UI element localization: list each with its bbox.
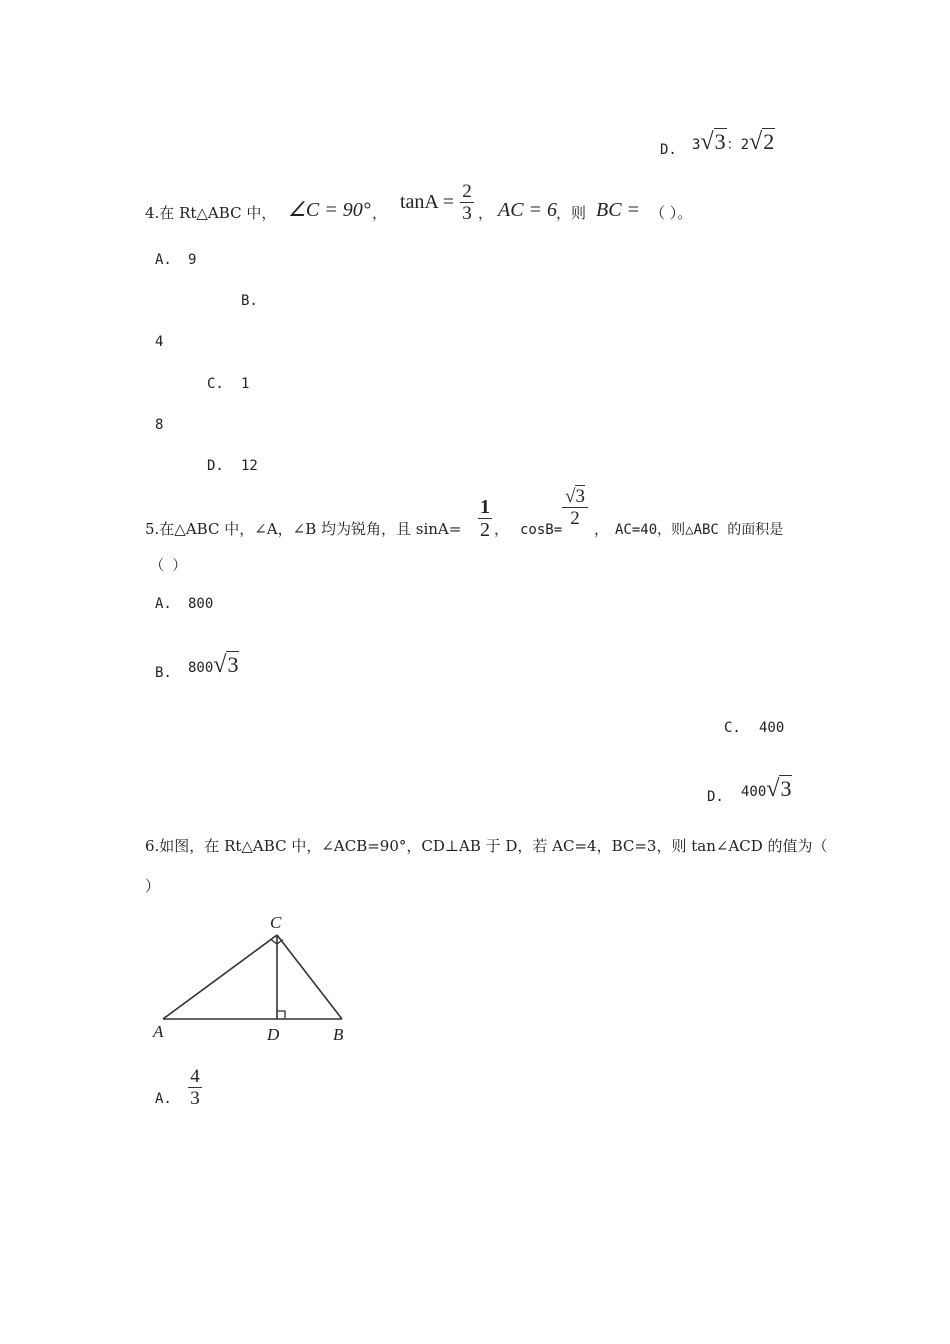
sqrt-icon: √ [565,486,576,507]
q4-option-b-label[interactable]: B. [241,293,258,309]
q3-d-coef-b: 2 [740,137,750,153]
sqrt-3-radical: √3 [700,129,726,155]
q4-separator-2: ， [478,204,494,222]
q4-option-b-fragment: 4 [155,334,164,350]
q5-tail: AC=40，则△ABC 的面积是 [615,522,784,538]
q4-option-c-label: C. [207,376,224,392]
q6-option-a-label: A. [155,1091,172,1107]
q5-separator-2: ， [594,520,610,538]
triangle-figure [150,910,360,1045]
q5-option-a-label: A. [155,596,172,612]
q4-side-condition: AC = 6 [498,199,558,221]
q4-angle-condition: ∠C = 90° [288,199,371,221]
side-cb [277,935,342,1019]
side-ac [163,935,277,1019]
q4-then: ，则 [556,204,587,222]
q4-option-c-value[interactable]: 1 [241,376,250,392]
q3-d-coef-a: 3 [692,137,701,153]
q5-answer-blank: （ ） [150,558,187,574]
q4-tan-label: tanA = [400,191,455,213]
q3-option-d-label: D. [660,142,677,158]
q5-cos-fraction: √3 2 [562,487,588,528]
q4-answer-blank: （ ）。 [650,204,693,222]
q6-option-a-value[interactable]: 4 3 [188,1067,202,1108]
q5-sin-fraction: 1 2 [480,496,490,541]
q4-ask: BC = [596,199,641,221]
q4-option-d-value[interactable]: 12 [241,458,258,474]
vertex-c-label: C [270,913,282,932]
q3-option-d-value[interactable] [692,129,775,155]
q3-d-separator: ： [726,137,741,153]
q5-option-c-label: C. [724,720,741,736]
q4-option-a-value[interactable]: 9 [188,252,197,268]
q6-question-line-1: 6.如图，在 Rt△ABC 中，∠ACB=90°，CD⊥AB 于 D，若 AC=4，BC=3，则 tan∠ACD 的值为（ [145,837,828,855]
q5-option-a-value[interactable]: 800 [188,596,214,612]
q5-option-b-value[interactable]: 800√3 [188,652,239,678]
vertex-b-label: B [333,1025,344,1044]
q6-question-line-2: ） [145,877,161,895]
sqrt-2-radical: √2 [749,129,775,155]
q5-option-c-value[interactable]: 400 [759,720,785,736]
q5-prefix: 5.在△ABC 中，∠A，∠B 均为锐角，且 sinA= [145,520,462,538]
vertex-d-label: D [267,1025,280,1044]
q5-separator-1: ， [494,520,510,538]
vertex-a-label: A [153,1022,164,1041]
q4-option-c-fragment: 8 [155,417,164,433]
q5-option-d-value[interactable]: 400√3 [741,776,792,802]
sqrt-3-radical: √3 [766,776,792,802]
q5-option-d-label: D. [707,789,724,805]
sqrt-3-radical: √3 [213,652,239,678]
q4-tan-fraction: 2 3 [460,182,474,223]
q5-cos-label: cosB= [520,522,563,538]
q4-option-a-label: A. [155,252,172,268]
q4-option-d-label: D. [207,458,224,474]
q5-option-b-label: B. [155,665,172,681]
q4-prefix: 4.在 Rt△ABC 中， [145,204,277,222]
q4-separator-1: ， [372,204,388,222]
right-angle-marker-d [277,1011,285,1019]
